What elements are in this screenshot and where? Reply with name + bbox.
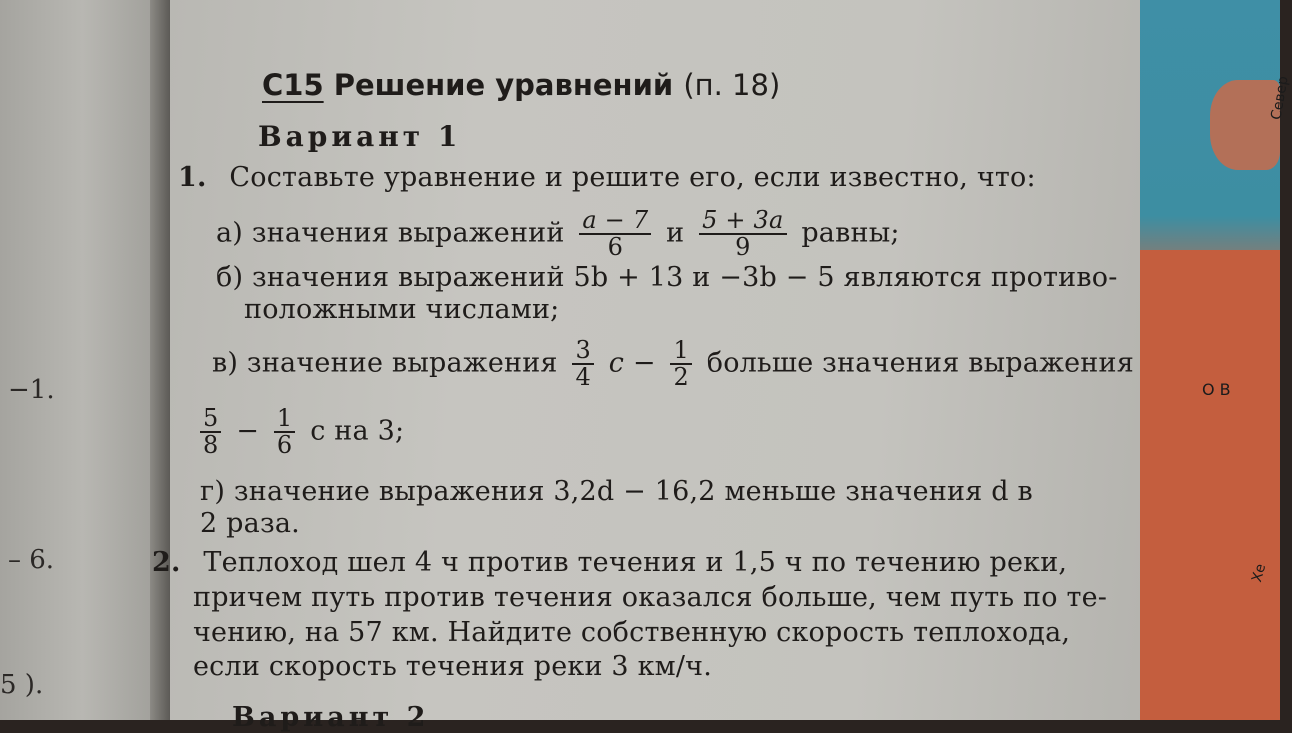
next-variant-heading: Вариант 2 — [232, 702, 430, 733]
left-page-fragment: 5 ). — [0, 670, 44, 700]
map-label: Север — [1268, 74, 1292, 122]
task1-item-b-line1: б) значения выражений 5b + 13 и −3b − 5 являются противо- — [216, 262, 1118, 293]
fraction-numerator: 5 + 3a — [699, 208, 786, 235]
item-v-prefix: в) значение выражения — [212, 347, 558, 379]
fraction-denominator: 6 — [276, 431, 293, 460]
item-v-tail: c на 3; — [310, 415, 405, 447]
task1-item-v-line2 — [200, 406, 404, 458]
fraction-numerator: 1 — [274, 406, 295, 433]
fraction — [274, 406, 295, 458]
map-label: О В — [1202, 380, 1231, 399]
section-title — [262, 68, 780, 102]
task1-prompt: Составьте уравнение и решите его, если известно, что: — [229, 162, 1036, 193]
task-number: 2. — [152, 547, 181, 578]
item-v-suffix: больше значения выражения — [706, 347, 1134, 379]
fraction-numerator: 1 — [670, 338, 691, 365]
fraction-numerator: 5 — [200, 406, 221, 433]
fraction-denominator: 2 — [673, 363, 689, 392]
fraction — [200, 406, 221, 458]
section-reference: (п. 18) — [683, 68, 781, 102]
task1-item-b-line2: положными числами; — [244, 294, 560, 325]
task2-line3: чению, на 57 км. Найдите собственную скорость теплохода, — [193, 617, 1071, 648]
task1-item-a — [216, 208, 900, 260]
fraction — [579, 208, 651, 260]
fraction — [699, 208, 786, 260]
map-label: Хе — [1249, 562, 1270, 584]
item-v-variable: c − — [608, 347, 656, 379]
item-a-conjunction: и — [666, 217, 685, 249]
item-a-suffix: равны; — [801, 217, 900, 249]
section-title-text: Решение уравнений — [333, 68, 674, 102]
fraction — [572, 338, 593, 390]
item-a-prefix: а) значения выражений — [216, 217, 565, 249]
variant-heading: Вариант 1 — [258, 120, 462, 153]
fraction-numerator: a − 7 — [579, 208, 651, 235]
task1-item-g-line2: 2 раза. — [200, 508, 300, 539]
task-number: 1. — [178, 162, 207, 193]
minus-sign: − — [236, 415, 260, 447]
fraction — [670, 338, 691, 390]
left-page-fragment: −1. — [8, 375, 55, 405]
task1-item-g-line1: г) значение выражения 3,2d − 16,2 меньше значения d в — [200, 476, 1033, 507]
fraction-denominator: 4 — [575, 363, 591, 392]
left-page-fragment: – 6. — [8, 545, 55, 575]
fraction-denominator: 9 — [735, 233, 751, 262]
task2-line1 — [152, 547, 1067, 578]
fraction-denominator: 6 — [607, 233, 624, 262]
task2-line2: причем путь против течения оказался больше, чем путь по те- — [193, 582, 1108, 613]
task2-line4: если скорость течения реки 3 км/ч. — [193, 651, 712, 682]
task2-text: Теплоход шел 4 ч против течения и 1,5 ч по течению реки, — [203, 547, 1068, 578]
section-code: C15 — [262, 68, 324, 102]
fraction-denominator: 8 — [203, 431, 219, 460]
task1-item-v-line1 — [212, 338, 1134, 390]
fraction-numerator: 3 — [572, 338, 593, 365]
task1-prompt-line — [178, 162, 1036, 193]
